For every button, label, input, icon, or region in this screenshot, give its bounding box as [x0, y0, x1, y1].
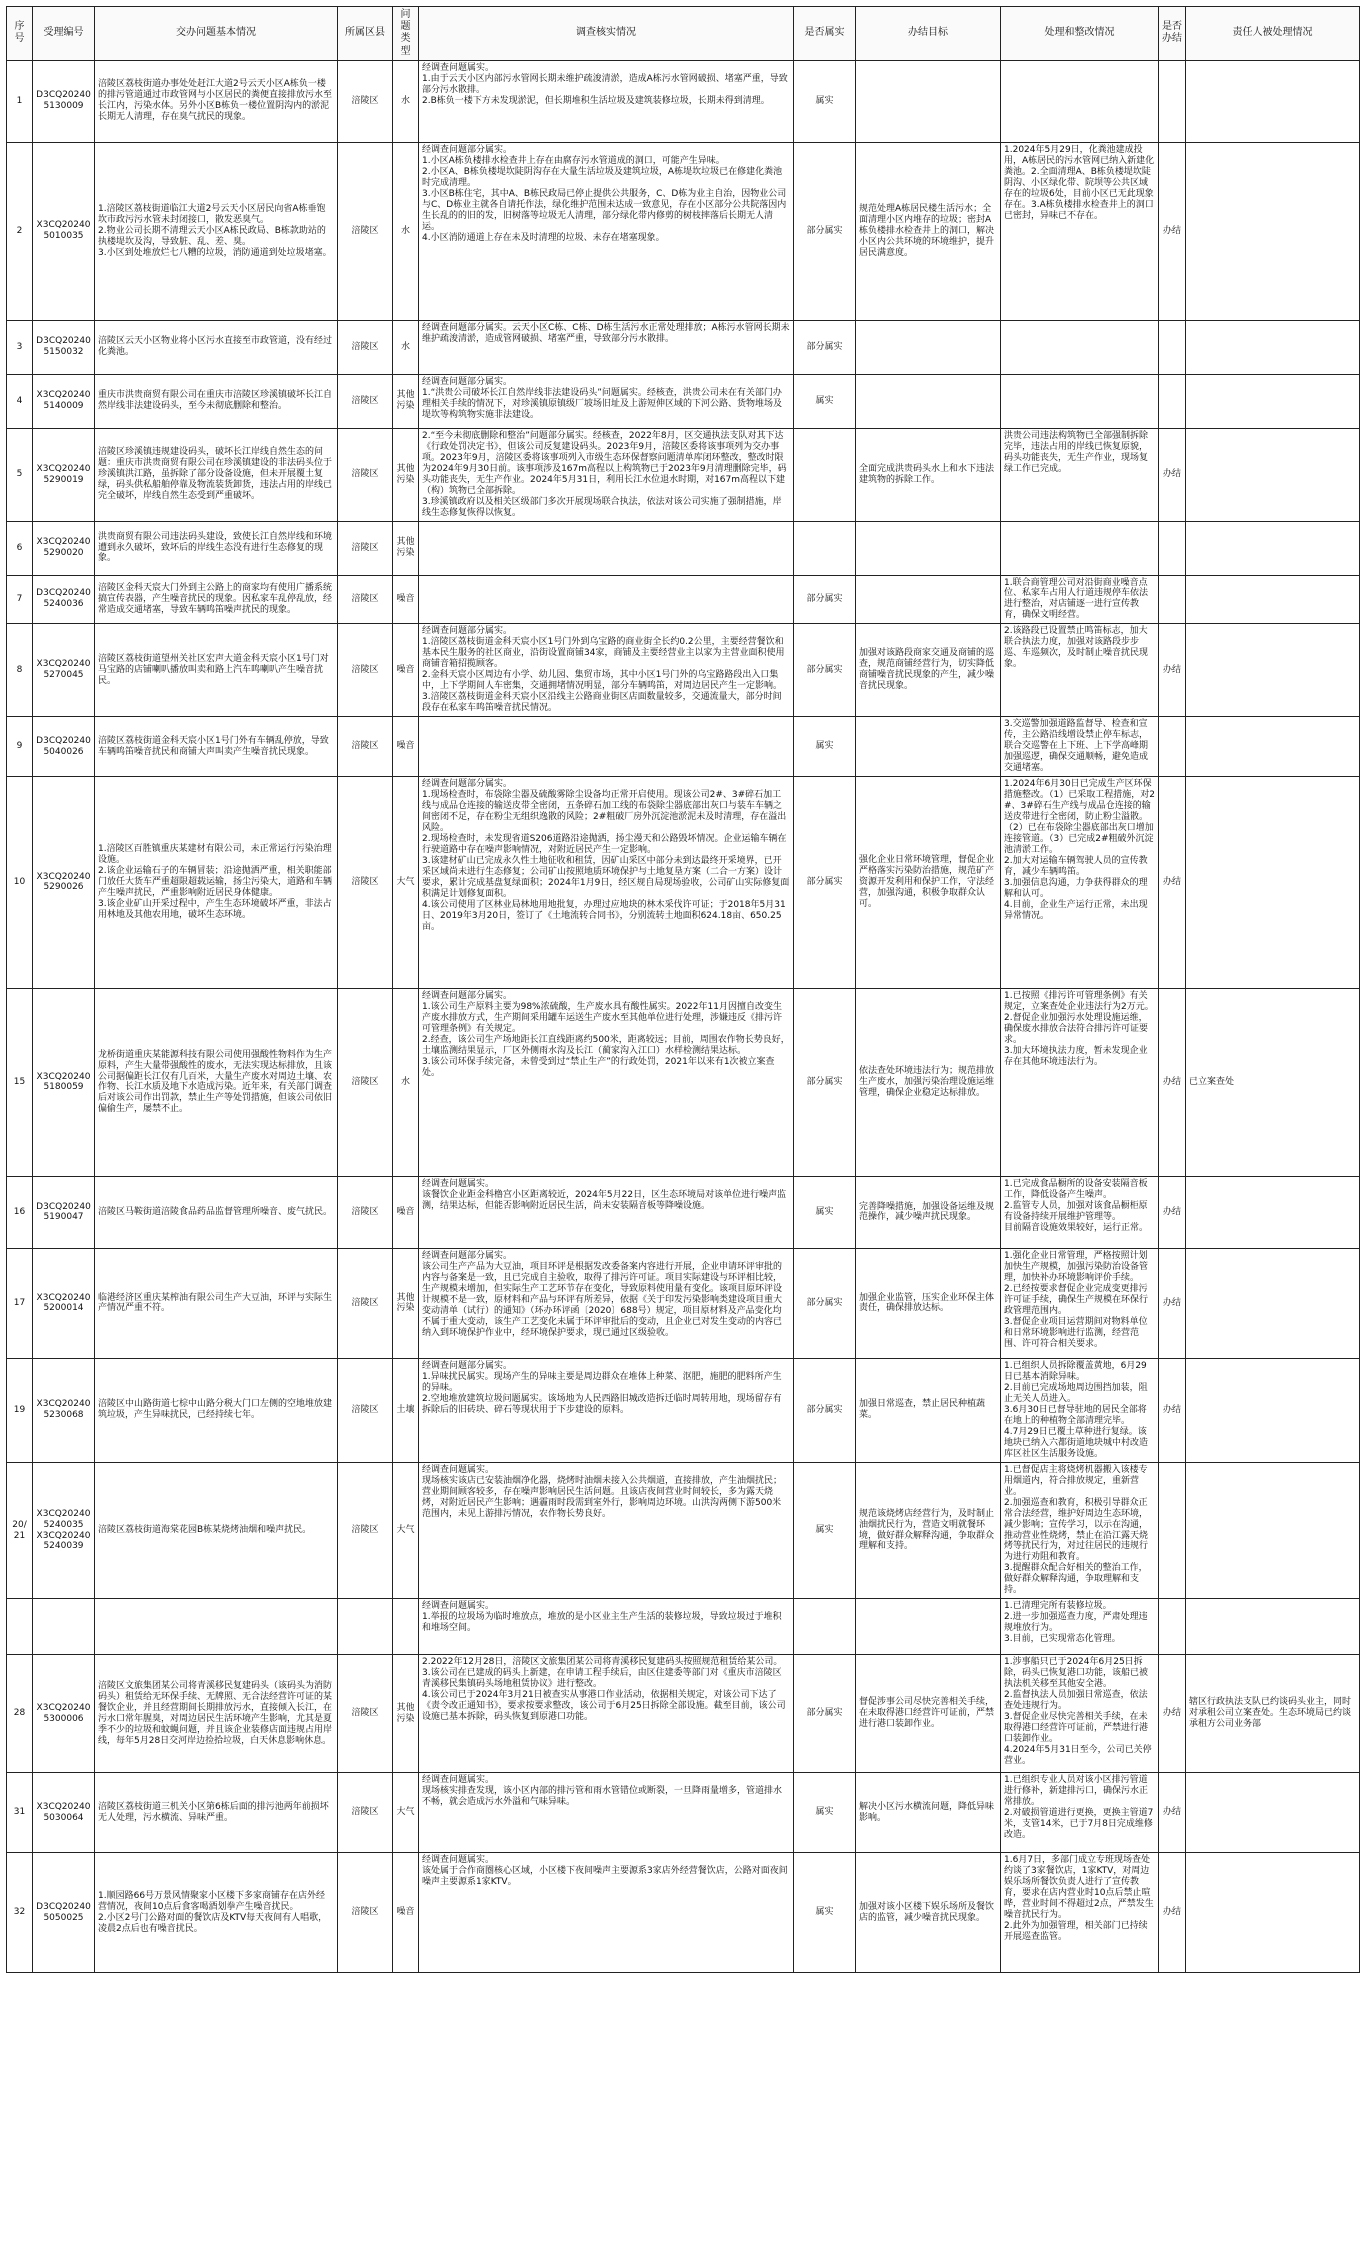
cell-district: 涪陵区 — [338, 717, 393, 777]
cell-id: D3CQ202405040026 — [33, 717, 95, 777]
cell-issue: 涪陵区珍溪镇违规建设码头，破坏长江岸线自然生态的问题：重庆市洪贵商贸有限公司在珍溪镇建设的非法码头位于珍溪镇洪江路，虽拆除了部分设备设施，但未开展覆土复绿，码头供私船舶停靠及物流装货卸货，违法占用的岸线已完全破坏，岸线自然生态受到严重破坏。 — [95, 428, 338, 521]
cell-no: 10 — [7, 776, 33, 988]
header-issue: 交办问题基本情况 — [95, 7, 338, 61]
cell-district: 涪陵区 — [338, 575, 393, 624]
cell-type: 其他污染 — [393, 374, 419, 428]
cell-type: 噪音 — [393, 624, 419, 717]
cell-no: 3 — [7, 320, 33, 374]
cell-id: X3CQ202405200014 — [33, 1248, 95, 1358]
cell-investigation: 经调查问题部分属实。 该公司生产产品为大豆油，项目环评是根据发改委备案内容进行开展，企业申请环评审批的内容与备案是一致，且已完成自主验收，取得了排污许可证。项目实际建设与环评相比较，生产规模未增加，但实际生产工艺环节存在变化，导致原料使用量有变化。该项目原环评设计规模不是一致，原材料和产品与环评有所差异，依据《关于印发污染影响类建设项目重大变动清单（试行）的通知》（环办环评函〔2020〕688号）规定，项目原材料及产品变化均不属于重大变动，该生产工艺变化未属于环评审批后的变动，且企业已对发生变动的内容已纳入到环境保护作业中，经环境保护要求，现已通过区级验收。 — [419, 1248, 794, 1358]
cell-id: X3CQ202405290020 — [33, 521, 95, 575]
cell-rectification: 洪贵公司违法构筑物已全部强制拆除完毕，违法占用的岸线已恢复原貌，码头功能丧失，无生产作业，现场复绿工作已完成。 — [1001, 428, 1159, 521]
table-row — [7, 1655, 1360, 1773]
cell-goal — [856, 717, 1001, 777]
cell-rectification: 1.2024年5月29日，化粪池建成投用，A栋居民的污水管网已纳入新建化粪池。2.全面清理A、B栋负楼堤坎陡阴沟、小区绿化带、院坝等公共区域存在的垃圾6处，目前小区已无此现象存在。3.A栋负楼排水检查井上的洞口已密封，异味已不存在。 — [1001, 142, 1159, 320]
cell-issue: 涪陵区荔枝街道望州关社区宏声大道金科天宸小区1号门对马宝路的店铺喇叭播放叫卖和路上汽车鸣喇叭产生噪音扰民。 — [95, 624, 338, 717]
cell-accountability — [1186, 1358, 1360, 1462]
cell-id: X3CQ202405010035 — [33, 142, 95, 320]
table-row — [7, 142, 1360, 320]
cell-issue: 涪陵区马鞍街道涪陵食品药品监督管理所噪音、废气扰民。 — [95, 1176, 338, 1248]
cell-goal: 加强企业监管，压实企业环保主体责任，确保排放达标。 — [856, 1248, 1001, 1358]
table-row — [7, 624, 1360, 717]
cell-rectification — [1001, 320, 1159, 374]
cell-district: 涪陵区 — [338, 624, 393, 717]
cell-verified: 属实 — [794, 1462, 856, 1599]
header-district: 所属区县 — [338, 7, 393, 61]
cell-id: X3CQ202405030064 — [33, 1773, 95, 1853]
cell-goal: 强化企业日常环境管理，督促企业严格落实污染防治措施，规范矿产资源开发利用和保护工作，守法经营，加强沟通，积极争取群众认可。 — [856, 776, 1001, 988]
cell-closed: 办结 — [1159, 1655, 1186, 1773]
cell-verified: 部分属实 — [794, 1655, 856, 1773]
cell-type: 其他污染 — [393, 428, 419, 521]
cell-no: 32 — [7, 1853, 33, 1973]
cell-issue: 涪陵区荔枝街道三机关小区第6栋后面的排污池两年前损坏无人处理，污水横流、异味严重。 — [95, 1773, 338, 1853]
table-row — [7, 521, 1360, 575]
cell-closed — [1159, 1462, 1186, 1599]
cell-verified — [794, 1599, 856, 1655]
cell-investigation: 经调查问题属实。 该餐饮企业距金科橹宫小区距离较近，2024年5月22日，区生态环境局对该单位进行噪声监测，结果达标，但能否影响附近居民生活，尚未安装隔音板等降噪设施。 — [419, 1176, 794, 1248]
cell-no: 15 — [7, 988, 33, 1176]
cell-type — [393, 1599, 419, 1655]
cell-closed: 办结 — [1159, 142, 1186, 320]
cell-district: 涪陵区 — [338, 521, 393, 575]
table-row — [7, 1358, 1360, 1462]
cell-type: 水 — [393, 320, 419, 374]
table-row — [7, 374, 1360, 428]
cell-accountability — [1186, 624, 1360, 717]
cell-no: 20/21 — [7, 1462, 33, 1599]
cell-closed: 办结 — [1159, 428, 1186, 521]
cell-issue: 涪陵区云天小区物业将小区污水直接至市政管道，没有经过化粪池。 — [95, 320, 338, 374]
cell-accountability — [1186, 521, 1360, 575]
header-closed: 是否办结 — [1159, 7, 1186, 61]
cell-accountability — [1186, 428, 1360, 521]
cell-no: 17 — [7, 1248, 33, 1358]
cell-goal — [856, 1599, 1001, 1655]
cell-issue: 龙桥街道重庆某能源科技有限公司使用强酸性物料作为生产原料，产生大量带强酸性的废水，无法实现达标排放，且该公司据偏距长江仅有几百米，大量生产废水对周边土壤、农作物、长江水质及地下水造成污染。近年来，有关部门调查后对该公司作出罚款，禁止生产等处罚措施，但该公司依旧偏偷生产，屡禁不止。 — [95, 988, 338, 1176]
cell-goal: 规范处理A栋居民楼生活污水；全面清理小区内堆存的垃圾；密封A栋负楼排水检查井上的洞口，解决小区内公共环境的环境维护，提升居民满意度。 — [856, 142, 1001, 320]
cell-goal — [856, 320, 1001, 374]
cell-closed — [1159, 320, 1186, 374]
cell-accountability — [1186, 1176, 1360, 1248]
cell-investigation: 经调查问题部分属实。 1.现场检查时，布袋除尘器及硫酸雾除尘设备均正常开启使用。现该公司2#、3#碎石加工线与成品仓连接的输送皮带全密闭，五条碎石加工线的布袋除尘器底部出灰口与装车车辆之间密闭不足，存在粉尘无组织逸散的风险；2#粗破厂房外沉淀池淤泥未及时清理，存在溢出风险。 2.现场检查时，未发现省道S206道路沿途抛洒，扬尘漫天和公路毁坏情况。企业运输车辆在行驶道路中存在噪声影响情况，对附近居民产生一定影响。 3.该建材矿山已完成永久性土地征收和租赁，因矿山采区中部分未到达最终开采境界，已开采区域尚未进行生态修复；公司矿山按照地质环境保护与土地复垦方案（二合一方案）设计要求，累计完成基盘复绿面积；2024年1月9日，经区规自局现场验收，公司矿山实际修复面积满足计划修复面积。 4.该公司使用了区林业局林地用地批复，办理过应地块的林木采伐许可证；于2018年5月31日、2019年3月20日，签订了《土地流转合同书》，分别流转土地面积624.18亩、650.25亩。 — [419, 776, 794, 988]
cell-type: 大气 — [393, 776, 419, 988]
cell-goal: 解决小区污水横流问题，降低异味影响。 — [856, 1773, 1001, 1853]
cell-district: 涪陵区 — [338, 320, 393, 374]
cell-verified: 属实 — [794, 374, 856, 428]
cell-accountability — [1186, 320, 1360, 374]
cell-issue: 涪陵区荔枝街道金科天宸小区1号门外有车辆乱停放，导致车辆鸣笛噪音扰民和商铺大声叫卖产生噪音扰民现象。 — [95, 717, 338, 777]
cell-closed — [1159, 521, 1186, 575]
table-row — [7, 575, 1360, 624]
cell-id: D3CQ202405240036 — [33, 575, 95, 624]
cell-id — [33, 1599, 95, 1655]
cell-closed: 办结 — [1159, 1248, 1186, 1358]
cell-issue: 1.涪陵区百胜镇重庆某建材有限公司，未正常运行污染治理设施。 2.该企业运输石子的车辆冒装；沿途抛洒严重，相关职能部门放任大货车严重超限超载运输，扬尘污染大，道路和车辆产生噪声扰民，严重影响附近居民身体健康。 3.该企业矿山开采过程中，产生生态环境破坏严重，非法占用林地及其他农用地，破坏生态环境。 — [95, 776, 338, 988]
header-goal: 办结目标 — [856, 7, 1001, 61]
cell-investigation: 经调查问题部分属实。云天小区C栋、C栋、D栋生活污水正常处理排放；A栋污水管网长期未维护疏浚清淤，造成管网破损、堵塞严重，导致部分污水散排。 — [419, 320, 794, 374]
cell-closed: 办结 — [1159, 1176, 1186, 1248]
cell-verified: 属实 — [794, 1176, 856, 1248]
cell-verified: 属实 — [794, 1853, 856, 1973]
cell-no: 6 — [7, 521, 33, 575]
cell-verified: 部分属实 — [794, 575, 856, 624]
cell-rectification: 1.已组织人员拆除覆盖黄地，6月29日已基本消除异味。 2.目前已完成场地周边围挡加装，阻止无关人员进入。 3.6月30日已督导驻地的居民全部将在地上的种植物全部清理完毕。 4.7月29日已覆土草种进行复绿。该地块已纳入六都街道地块城中村改造库区社区生活服务设施。 — [1001, 1358, 1159, 1462]
cell-id: D3CQ202405050025 — [33, 1853, 95, 1973]
cell-district: 涪陵区 — [338, 1358, 393, 1462]
complaint-table — [6, 6, 1360, 1973]
cell-verified — [794, 521, 856, 575]
cell-district: 涪陵区 — [338, 428, 393, 521]
cell-accountability — [1186, 142, 1360, 320]
cell-no: 7 — [7, 575, 33, 624]
cell-no: 19 — [7, 1358, 33, 1462]
cell-id: D3CQ202405130009 — [33, 60, 95, 142]
cell-verified — [794, 428, 856, 521]
cell-type: 大气 — [393, 1773, 419, 1853]
cell-investigation: 经调查问题部分属实。 1.异味扰民属实。现场产生的异味主要是周边群众在堆体上种菜、沤肥，施肥的肥料所产生的异味。 2.空地堆放建筑垃圾问题属实。该场地为人民西路旧城改造拆迁临时周转用地，现场留存有拆除后的旧砖块、碎石等现状用于下步建设的原料。 — [419, 1358, 794, 1462]
cell-no: 28 — [7, 1655, 33, 1773]
cell-accountability — [1186, 776, 1360, 988]
cell-verified: 部分属实 — [794, 1248, 856, 1358]
cell-closed: 办结 — [1159, 988, 1186, 1176]
cell-investigation: 2.2022年12月28日，涪陵区文旅集团某公司将青溪移民复建码头按照规范租赁给某公司。 3.该公司在已建成的码头上新建，在申请工程手续后，由区住建委等部门对《重庆市涪陵区青溪移民集镇码头场地租赁协议》进行整改。 4.该公司已于2024年3月21日被查实从事港口作业活动，依据相关规定，对该公司下达了《责令改正通知书》，要求按要求整改，该公司于6月25日拆除全部设施。截至目前，该公司设施已基本拆除，码头恢复到原港口功能。 — [419, 1655, 794, 1773]
cell-type: 水 — [393, 60, 419, 142]
cell-id: X3CQ202405240035 X3CQ202405240039 — [33, 1462, 95, 1599]
cell-id: D3CQ202405150032 — [33, 320, 95, 374]
cell-id: X3CQ202405290019 — [33, 428, 95, 521]
cell-type: 其他污染 — [393, 521, 419, 575]
table-row — [7, 428, 1360, 521]
cell-verified: 属实 — [794, 60, 856, 142]
cell-id: X3CQ202405140009 — [33, 374, 95, 428]
table-row — [7, 1773, 1360, 1853]
header-accountability: 责任人被处理情况 — [1186, 7, 1360, 61]
cell-district: 涪陵区 — [338, 60, 393, 142]
cell-closed — [1159, 1599, 1186, 1655]
cell-issue: 涪陵区荔枝街道办事处处赶江大道2号云天小区A栋负一楼的排污管道通过市政管网与小区居民的粪便直接排放污水至长江内，污染水体。另外小区B栋负一楼位置阴沟内的淤泥长期无人清理，存在臭气扰民的现象。 — [95, 60, 338, 142]
cell-id: X3CQ202405230068 — [33, 1358, 95, 1462]
cell-goal: 加强对该路段商家交通及商铺的巡查，规范商铺经营行为，切实降低商铺噪音扰民现象的产生，减少噪音扰民现象。 — [856, 624, 1001, 717]
cell-verified: 部分属实 — [794, 142, 856, 320]
cell-issue: 涪陵区文旅集团某公司将青溪移民复建码头（该码头为消防码头）租赁给无环保手续、无牌照、无合法经营许可证的某餐饮企业，并且经营期间长期排放污水，直接倾入长江，在污水口常年腥臭，对周边居民生活环境产生影响，尤其是夏季不少的垃圾和蚊蝇问题，并且该企业装修店面违规占用岸线，每年5月28日交河岸边捡拾垃圾，白天休息影响休息。 — [95, 1655, 338, 1773]
table-row — [7, 1853, 1360, 1973]
cell-district: 涪陵区 — [338, 1176, 393, 1248]
cell-verified: 属实 — [794, 1773, 856, 1853]
cell-id: X3CQ202405290026 — [33, 776, 95, 988]
cell-rectification: 1.涉事船只已于2024年6月25日拆除，码头已恢复港口功能，该船已被执法机关移至其他安全港。 2.监督执法人员加强日常巡查，依法查处违规行为。 3.督促企业尽快完善相关手续，在未取得港口经营许可证前，严禁进行港口装卸作业。 4.2024年5月31日至今，公司已关停营业。 — [1001, 1655, 1159, 1773]
cell-issue: 涪陵区金科天宸大门外到主公路上的商家均有使用广播系统搞宣传表器，产生噪音扰民的现象。因私家车乱停乱放，经常造成交通堵塞，导致车辆鸣笛噪声扰民的现象。 — [95, 575, 338, 624]
cell-no: 8 — [7, 624, 33, 717]
cell-rectification — [1001, 60, 1159, 142]
cell-no: 31 — [7, 1773, 33, 1853]
cell-issue: 涪陵区荔枝街道海棠花园B栋某烧烤油烟和噪声扰民。 — [95, 1462, 338, 1599]
cell-district — [338, 1599, 393, 1655]
cell-no — [7, 1599, 33, 1655]
cell-investigation: 经调查问题属实。 现场核实排查发现，该小区内部的排污管和雨水管错位或断裂，一旦降雨量增多，管道排水不畅，就会造成污水外溢和气味异味。 — [419, 1773, 794, 1853]
cell-issue: 涪陵区中山路街道七棕中山路分税大门口左侧的空地堆放建筑垃圾，产生异味扰民，已经持续七年。 — [95, 1358, 338, 1462]
cell-investigation: 经调查问题属实。 该处属于合作商圈核心区域，小区楼下夜间噪声主要源系3家店外经营餐饮店，公路对面夜间噪声主要源系1家KTV。 — [419, 1853, 794, 1973]
cell-district: 涪陵区 — [338, 1773, 393, 1853]
header-type: 问题类型 — [393, 7, 419, 61]
cell-verified: 部分属实 — [794, 776, 856, 988]
cell-verified: 部分属实 — [794, 988, 856, 1176]
cell-type: 水 — [393, 988, 419, 1176]
cell-closed: 办结 — [1159, 776, 1186, 988]
cell-goal — [856, 521, 1001, 575]
cell-investigation: 经调查问题属实。 现场核实该店已安装油烟净化器，烧烤时油烟未接入公共烟道，直接排放，产生油烟扰民；营业期间顾客较多，存在噪声影响居民生活问题。且该店夜间营业时间较长，多为露天烧烤，对附近居民产生影响；遇霾雨时段需到室外行，影响周边环境。山洪沟两侧下游500米范围内，未见上游排污情况，农作物长势良好。 — [419, 1462, 794, 1599]
cell-investigation: 经调查问题部分属实。 1.小区A栋负楼排水检查井上存在由腐存污水管道成的洞口，可能产生异味。 2.小区A、B栋负楼堤坎陡阴沟存在大量生活垃圾及建筑垃圾，A栋堤坎垃圾已在修建化粪池时完成清理。 3.小区B栋住宅，其中A、B栋民政局已停止提供公共服务，C、D栋为业主自治，因物业公司与C、D栋业主就各自请托作法，绿化维护范围未达成一致意见，存在小区部分公共院落因内生长乱的的旧的发，旧树落等垃圾无人清理，部分绿化带内修剪的树枝摔落后长期无人清运。 4.小区消防通道上存在未及时清理的垃圾、未存在堵塞现象。 — [419, 142, 794, 320]
cell-goal — [856, 575, 1001, 624]
cell-investigation: 经调查问题部分属实。 1.该公司生产原料主要为98%浓硫酸，生产废水具有酸性属实。2022年11月因擅自改变生产废水排放方式，生产期间采用罐车运送生产废水至其他单位进行处理，涉嫌违反《排污许可管理条例》有关规定。 2.经查，该公司生产场地距长江直线距离约500米，距离较远；目前，周围农作物长势良好，土壤监测结果显示，厂区外侧雨水沟及长江（蔺家沟入江口）水样检测结果达标。 3.该公司环保手续完备，未曾受到过“禁止生产”的行政处罚，2021年以来有1次被立案查处。 — [419, 988, 794, 1176]
cell-rectification: 1.联合商管理公司对沿街商业噪音点位、私家车占用人行道违规停车依法进行整治，对店铺逐一进行宣传教育，确保文明经营。 — [1001, 575, 1159, 624]
cell-rectification: 1.已按照《排污许可管理条例》有关规定，立案查处企业违法行为2万元。 2.督促企业加强污水处理设施运维，确保废水排放合法符合排污许可证要求。 3.加大环境执法力度，暂未发现企业存在其他环境违法行为。 — [1001, 988, 1159, 1176]
cell-rectification: 1.已督促店主将烧烤机器搬入该楼专用烟道内，符合排放规定，重新营业。 2.加强巡查和教育，积极引导群众正常合法经营，维护好周边生态环境，减少影响；宣传学习，以示在沟通，推动营业性烧烤，禁止在沿江露天烧烤等扰民行为，对过往居民的违规行为进行劝阻和教育。 3.提醒群众配合好相关的整治工作，做好群众解释沟通，争取理解和支持。 — [1001, 1462, 1159, 1599]
cell-closed: 办结 — [1159, 624, 1186, 717]
cell-district: 涪陵区 — [338, 776, 393, 988]
table-row — [7, 60, 1360, 142]
complaint-table-sheet — [6, 6, 1359, 1973]
cell-accountability — [1186, 717, 1360, 777]
table-row — [7, 988, 1360, 1176]
cell-accountability — [1186, 1248, 1360, 1358]
cell-verified: 部分属实 — [794, 624, 856, 717]
cell-type: 土壤 — [393, 1358, 419, 1462]
cell-goal: 加强对该小区楼下娱乐场所及餐饮店的监管，减少噪音扰民现象。 — [856, 1853, 1001, 1973]
cell-id: X3CQ202405270045 — [33, 624, 95, 717]
cell-rectification: 1.已清理完所有装修垃圾。 2.进一步加强巡查力度，严肃处理违规堆放行为。 3.目前，已实现常态化管理。 — [1001, 1599, 1159, 1655]
cell-accountability — [1186, 1599, 1360, 1655]
cell-district: 涪陵区 — [338, 1853, 393, 1973]
cell-accountability — [1186, 60, 1360, 142]
cell-issue: 临港经济区重庆某榨油有限公司生产大豆油，环评与实际生产情况严重不符。 — [95, 1248, 338, 1358]
header-verified: 是否属实 — [794, 7, 856, 61]
cell-accountability — [1186, 374, 1360, 428]
cell-investigation: 经调查问题部分属实。 1.涪陵区荔枝街道金科天宸小区1号门外到乌宝路的商业街全长约0.2公里，主要经营餐饮和基本民生服务的社区商业，沿街设置商铺34家，商铺及主要经营业主以家为主营业面积使用商铺音箱招揽顾客。 2.金科天宸小区周边有小学、幼儿园、集贸市场，其中小区1号门外的乌宝路路段出入口集中，上下学期间人车密集，交通拥堵情况明显，部分车辆鸣笛，对周边居民产生一定影响。 3.涪陵区荔枝街道金科天宸小区沿线主公路商业街区店面数量较多，交通流量大，部分时间段存在私家车鸣笛噪音扰民情况。 — [419, 624, 794, 717]
cell-goal: 全面完成洪贵码头水上和水下违法建筑物的拆除工作。 — [856, 428, 1001, 521]
cell-id: D3CQ202405190047 — [33, 1176, 95, 1248]
header-investigation: 调查核实情况 — [419, 7, 794, 61]
table-row — [7, 717, 1360, 777]
cell-rectification: 1.已组织专业人员对该小区排污管道进行修补，新建排污口，确保污水正常排放。 2.对破损管道进行更换，更换主管道7米，支管14米，已于7月8日完成维修改造。 — [1001, 1773, 1159, 1853]
cell-type: 噪音 — [393, 1853, 419, 1973]
cell-goal: 督促涉事公司尽快完善相关手续，在未取得港口经营许可证前，严禁进行港口装卸作业。 — [856, 1655, 1001, 1773]
table-row — [7, 1176, 1360, 1248]
cell-no: 2 — [7, 142, 33, 320]
cell-rectification: 1.2024年6月30日已完成生产区环保措施整改。（1）已采取工程措施，对2#、3#碎石生产线与成品仓连接的输送皮带进行全密闭，防止粉尘溢散。（2）已在布袋除尘器底部出灰口增加连接管道。（3）已完成2#粗破外沉淀池清淤工作。 2.加大对运输车辆驾驶人员的宣传教育，减少车辆鸣笛。 3.加强信息沟通，力争获得群众的理解和认可。 4.目前，企业生产运行正常，未出现异常情况。 — [1001, 776, 1159, 988]
cell-closed — [1159, 374, 1186, 428]
cell-closed: 办结 — [1159, 1358, 1186, 1462]
cell-verified: 部分属实 — [794, 320, 856, 374]
cell-closed — [1159, 717, 1186, 777]
cell-verified: 部分属实 — [794, 1358, 856, 1462]
cell-closed: 办结 — [1159, 1773, 1186, 1853]
cell-investigation: 2.“至今未彻底删除和整治”问题部分属实。经核查，2022年8月，区交通执法支队对其下达《行政处罚决定书》，但该公司反复建设码头。2023年9月，涪陵区委将该事项列为交办事项。2023年9月，涪陵区委将该事项列入市级生态环保督察问题清单库闭环整改，整改时限为2024年9月30日前。该事项涉及167m高程以上构筑物已于2023年9月清理删除完毕，码头功能丧失，无生产作业。2024年5月31日，利用长江水位退水时期，对167m高程以下建（构）筑物已全部拆除。 3.珍溪镇政府以及相关区级部门多次开展现场联合执法，依法对该公司实施了强制措施，岸线生态修复恢得以恢复。 — [419, 428, 794, 521]
cell-closed — [1159, 60, 1186, 142]
cell-accountability — [1186, 1462, 1360, 1599]
cell-goal: 规范该烧烤店经营行为，及时制止油烟扰民行为，营造文明就餐环境，做好群众解释沟通，争取群众理解和支持。 — [856, 1462, 1001, 1599]
cell-goal — [856, 374, 1001, 428]
cell-accountability — [1186, 575, 1360, 624]
cell-goal: 加强日常巡查，禁止居民种植蔬菜。 — [856, 1358, 1001, 1462]
cell-district: 涪陵区 — [338, 988, 393, 1176]
cell-no: 16 — [7, 1176, 33, 1248]
cell-type: 其他污染 — [393, 1248, 419, 1358]
cell-type: 噪音 — [393, 1176, 419, 1248]
header-no: 序号 — [7, 7, 33, 61]
cell-accountability — [1186, 1773, 1360, 1853]
cell-investigation — [419, 717, 794, 777]
cell-issue — [95, 1599, 338, 1655]
cell-type: 水 — [393, 142, 419, 320]
cell-id: X3CQ202405180059 — [33, 988, 95, 1176]
cell-no: 1 — [7, 60, 33, 142]
cell-district: 涪陵区 — [338, 1655, 393, 1773]
cell-issue: 洪贵商贸有限公司违法码头建设，致使长江自然岸线和环境遭到永久破坏，致坏后的岸线生态没有进行生态修复的现象。 — [95, 521, 338, 575]
cell-district: 涪陵区 — [338, 1248, 393, 1358]
cell-accountability — [1186, 1853, 1360, 1973]
cell-rectification: 1.6月7日，多部门成立专班现场查处约谈了3家餐饮店，1家KTV，对周边娱乐场所餐饮负责人进行了宣传教育，要求在店内营业时10点后禁止喧哗，营业时间不得超过2点，严禁发生噪音扰民行为。 2.此外为加强管理，相关部门已持续开展巡查监管。 — [1001, 1853, 1159, 1973]
cell-type: 大气 — [393, 1462, 419, 1599]
cell-rectification: 1.已完成食品橱所的设备安装隔音板工作，降低设备产生噪声。 2.监管专人员，加强对该食品橱柜原有设备持续开展维护管理等。 目前隔音设施效果较好，运行正常。 — [1001, 1176, 1159, 1248]
cell-rectification — [1001, 374, 1159, 428]
cell-investigation — [419, 575, 794, 624]
cell-issue: 重庆市洪贵商贸有限公司在重庆市涪陵区珍溪镇破坏长江自然岸线非法建设码头，至今未彻底删除和整治。 — [95, 374, 338, 428]
table-row — [7, 320, 1360, 374]
cell-issue: 1.顺园路66号万景风情聚家小区楼下多家商铺存在店外经营情况，夜间10点后食客喝酒划拳产生噪音扰民。 2.小区2号门公路对面的餐饮店及KTV每天夜间有人唱歌，凌晨2点后也有噪音扰民。 — [95, 1853, 338, 1973]
cell-district: 涪陵区 — [338, 1462, 393, 1599]
cell-issue: 1.涪陵区荔枝街道临江大道2号云天小区居民向省A栋垂饱坎市政污污水管未封闭接口，散发恶臭气。 2.物业公司长期不清理云天小区A栋民政局、B栋款助站的执楼堤坎及沟，导致脏、乱、差、臭。 3.小区到处堆放烂七八糟的垃圾，消防通道到处垃圾堵塞。 — [95, 142, 338, 320]
cell-type: 噪音 — [393, 575, 419, 624]
table-row — [7, 1248, 1360, 1358]
cell-investigation: 经调查问题部分属实。 1.“洪贵公司破坏长江自然岸线非法建设码头”问题属实。经核查，洪贵公司未在有关部门办理相关手续的情况下，对珍溪镇原镇级厂坡场旧址及上游短伸区域的下河公路、货物堆场及堤坎等构筑物实施非法建设。 — [419, 374, 794, 428]
table-row — [7, 1462, 1360, 1599]
header-id: 受理编号 — [33, 7, 95, 61]
cell-investigation: 经调查问题属实。 1.由于云天小区内部污水管网长期未维护疏浚清淤，造成A栋污水管网破损、堵塞严重，导致部分污水散排。 2.B栋负一楼下方未发现淤泥，但长期堆积生活垃圾及建筑装修垃圾，长期未得到清理。 — [419, 60, 794, 142]
cell-verified: 属实 — [794, 717, 856, 777]
cell-goal — [856, 60, 1001, 142]
cell-rectification: 1.强化企业日常管理，严格按照计划加快生产规模，加强污染防治设备管理，加快补办环境影响评价手续。 2.已经按要求督促企业完成变更排污许可证手续，确保生产规模在环保行政管理范围内。 3.督促企业项目运营期间对物料单位和日常环境影响进行监测，经营范围、许可符合相关要求。 — [1001, 1248, 1159, 1358]
cell-no: 4 — [7, 374, 33, 428]
cell-investigation: 经调查问题属实。 1.举报的垃圾场为临时堆放点，堆放的是小区业主生产生活的装修垃圾，导致垃圾过于堆积和堆场空间。 — [419, 1599, 794, 1655]
cell-type: 噪音 — [393, 717, 419, 777]
cell-closed — [1159, 575, 1186, 624]
table-body — [7, 60, 1360, 1973]
cell-accountability: 辖区行政执法支队已约谈码头业主，同时对承租公司立案查处。生态环境局已约谈承租方公司业务部 — [1186, 1655, 1360, 1773]
cell-no: 9 — [7, 717, 33, 777]
table-row — [7, 776, 1360, 988]
cell-goal: 完善降噪措施，加强设备运维及规范操作，减少噪声扰民现象。 — [856, 1176, 1001, 1248]
cell-rectification: 3.交巡警加强道路监督导、检查和宣传，主公路沿线增设禁止停车标志，联合交巡警在上下班、上下学高峰期加强巡逻，确保交通顺畅，避免造成交通堵塞。 — [1001, 717, 1159, 777]
cell-district: 涪陵区 — [338, 142, 393, 320]
cell-district: 涪陵区 — [338, 374, 393, 428]
cell-goal: 依法查处环境违法行为；规范排放生产废水，加强污染治理设施运维管理，确保企业稳定达标排放。 — [856, 988, 1001, 1176]
cell-type: 其他污染 — [393, 1655, 419, 1773]
cell-closed: 办结 — [1159, 1853, 1186, 1973]
cell-rectification — [1001, 521, 1159, 575]
cell-id: X3CQ202405300006 — [33, 1655, 95, 1773]
cell-investigation — [419, 521, 794, 575]
table-row — [7, 1599, 1360, 1655]
header-rectification: 处理和整改情况 — [1001, 7, 1159, 61]
cell-no: 5 — [7, 428, 33, 521]
cell-accountability: 已立案查处 — [1186, 988, 1360, 1176]
table-header-row — [7, 7, 1360, 61]
cell-rectification: 2.该路段已设置禁止鸣笛标志，加大联合执法力度，加强对该路段步步巡、车巡频次，及时制止噪音扰民现象。 — [1001, 624, 1159, 717]
